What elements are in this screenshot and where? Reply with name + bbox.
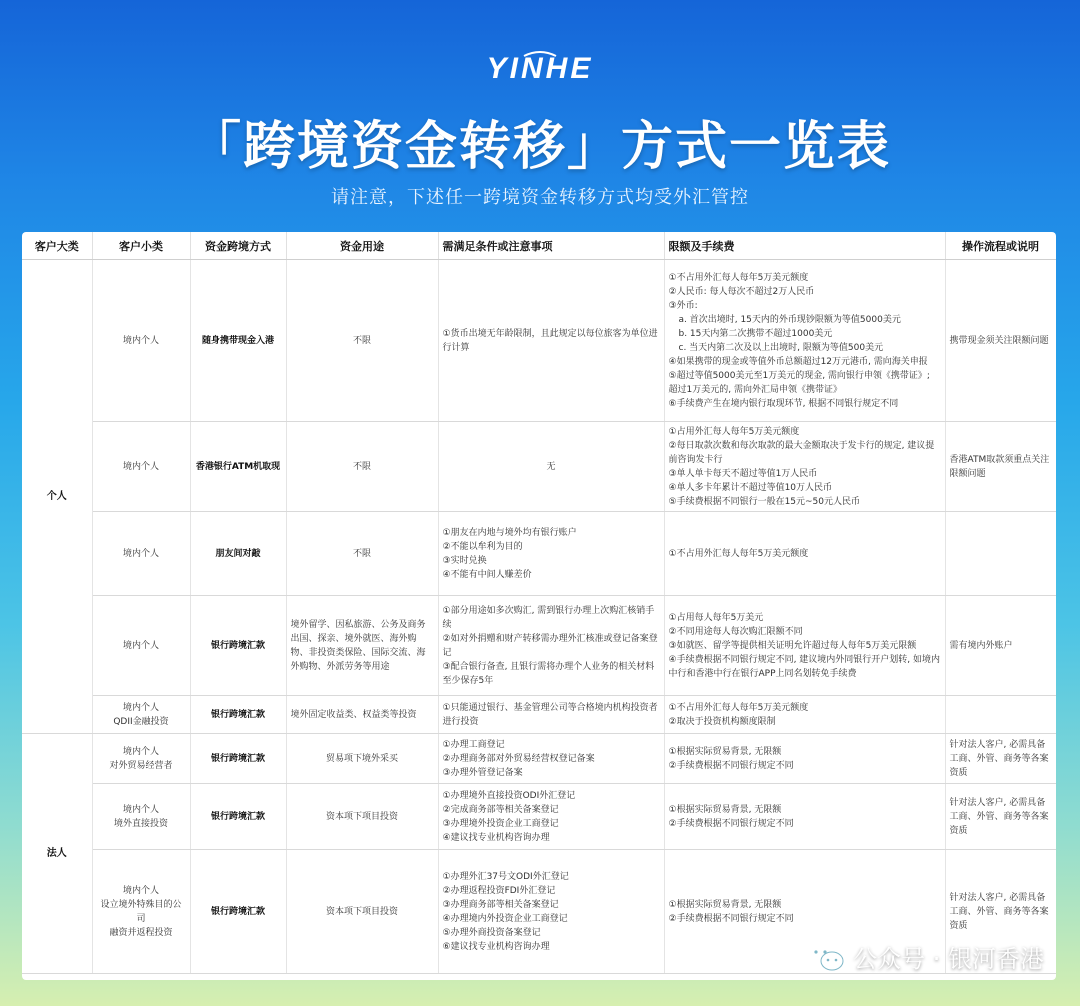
customer-subcategory-cell <box>92 784 190 850</box>
process-notes-cell <box>945 784 1056 850</box>
limits-fees-cell <box>664 260 945 422</box>
limits-fees-cell-line: ④手续费根据不同银行规定不同, 建议境内外同银行开户划转, 如境内中行和香港中行在银行APP上同名划转免手续费 <box>668 654 941 679</box>
limits-fees-cell <box>664 596 945 696</box>
customer-subcategory-cell-line: 境外直接投资 <box>113 818 168 829</box>
customer-subcategory-cell-line: 境内个人 <box>122 461 159 472</box>
conditions-cell-line: ④办理境内外投资企业工商登记 <box>442 913 568 924</box>
conditions-cell <box>438 512 664 596</box>
process-notes-cell <box>945 734 1056 784</box>
conditions-cell-line: ③办理境外投资企业工商登记 <box>442 818 559 829</box>
conditions-cell-line: ③办理商务部等相关备案登记 <box>442 899 559 910</box>
conditions-cell-line: 无 <box>546 461 556 472</box>
fund-usage-cell-line: 资本项下项目投资 <box>325 906 398 917</box>
limits-fees-cell-line: ②不同用途每人每次购汇限额不同 <box>668 626 803 637</box>
limits-fees-cell-line: ⑤手续费根据不同银行一般在15元~50元人民币 <box>668 496 861 507</box>
transfer-method-cell: 随身携带现金入港 <box>190 260 286 422</box>
table-row <box>22 596 1056 696</box>
process-notes-cell-line: 香港ATM取款须重点关注限额问题 <box>949 454 1050 479</box>
conditions-cell-line: ④不能有中间人赚差价 <box>442 569 532 580</box>
limits-fees-cell-line: b. 15天内第二次携带不超过1000美元 <box>678 328 833 339</box>
customer-subcategory-cell-line: 境内个人 <box>122 335 159 346</box>
fund-usage-cell <box>286 734 438 784</box>
limits-fees-cell-line: c. 当天内第二次及以上出境时, 限额为等值500美元 <box>678 342 884 353</box>
limits-fees-cell-line: 超过1万美元的, 需向外汇局申领《携带证》 <box>668 384 842 395</box>
fund-usage-cell-line: 不限 <box>352 461 371 472</box>
conditions-cell-line: ③实时兑换 <box>442 555 487 566</box>
conditions-cell <box>438 260 664 422</box>
customer-subcategory-cell-line: 境内个人 <box>122 548 159 559</box>
limits-fees-cell-line: ①根据实际贸易背景, 无限额 <box>668 804 782 815</box>
limits-fees-cell-line: ④单人多卡年累计不超过等值10万人民币 <box>668 482 833 493</box>
conditions-cell-line: ⑤办理外商投资备案登记 <box>442 927 541 938</box>
conditions-cell-line: ⑥建议找专业机构咨询办理 <box>442 941 550 952</box>
fund-usage-cell <box>286 850 438 974</box>
table-row <box>22 260 1056 422</box>
process-notes-cell-line: 需有境内外账户 <box>949 640 1013 651</box>
limits-fees-cell-line: ④如果携带的现金或等值外币总额超过12万元港币, 需向海关申报 <box>668 356 928 367</box>
header-limits-fees: 限额及手续费 <box>664 232 945 260</box>
conditions-cell-line: ②办理返程投资FDI外汇登记 <box>442 885 556 896</box>
customer-subcategory-cell <box>92 422 190 512</box>
yinhe-logo <box>0 50 1080 88</box>
fund-usage-cell-line: 不限 <box>352 335 371 346</box>
fund-usage-cell <box>286 260 438 422</box>
table-row <box>22 784 1056 850</box>
conditions-cell <box>438 784 664 850</box>
conditions-cell-line: ②办理商务部对外贸易经营权登记备案 <box>442 753 595 764</box>
process-notes-cell <box>945 696 1056 734</box>
conditions-cell-line: ①朋友在内地与境外均有银行账户 <box>442 527 577 538</box>
transfer-table-card <box>22 232 1056 980</box>
conditions-cell <box>438 596 664 696</box>
limits-fees-cell-line: ②手续费根据不同银行规定不同 <box>668 913 794 924</box>
limits-fees-cell-line: ①根据实际贸易背景, 无限额 <box>668 899 782 910</box>
limits-fees-cell-line: ①占用外汇每人每年5万美元额度 <box>668 426 800 437</box>
limits-fees-cell-line: ①不占用外汇每人每年5万美元额度 <box>668 272 809 283</box>
header-transfer-method: 资金跨境方式 <box>190 232 286 260</box>
conditions-cell-line: ②不能以牟利为目的 <box>442 541 523 552</box>
fund-usage-cell-line: 贸易项下境外采买 <box>325 753 398 764</box>
limits-fees-cell <box>664 784 945 850</box>
customer-subcategory-cell-line: 境内个人 <box>122 804 159 815</box>
customer-subcategory-cell <box>92 512 190 596</box>
limits-fees-cell-line: ①不占用外汇每人每年5万美元额度 <box>668 702 809 713</box>
customer-subcategory-cell-line: 境内个人 <box>122 702 159 713</box>
conditions-cell <box>438 422 664 512</box>
conditions-cell <box>438 734 664 784</box>
wechat-watermark <box>807 939 1044 974</box>
fund-usage-cell <box>286 784 438 850</box>
conditions-cell-line: ③办理外管登记备案 <box>442 767 523 778</box>
header-conditions: 需满足条件或注意事项 <box>438 232 664 260</box>
limits-fees-cell-line: ①占用每人每年5万美元 <box>668 612 764 623</box>
fund-usage-cell-line: 资本项下项目投资 <box>325 811 398 822</box>
transfer-methods-table <box>22 232 1056 974</box>
conditions-cell-line: ①办理境外直接投资ODI外汇登记 <box>442 790 576 801</box>
limits-fees-cell-line: ⑤超过等值5000美元至1万美元的现金, 需向银行申领《携带证》; <box>668 370 930 381</box>
conditions-cell-line: ④建议找专业机构咨询办理 <box>442 832 550 843</box>
conditions-cell-line: ①货币出境无年龄限制，且此规定以每位旅客为单位进行计算 <box>442 328 658 353</box>
limits-fees-cell-line: ①不占用外汇每人每年5万美元额度 <box>668 548 809 559</box>
conditions-cell-line: ①办理工商登记 <box>442 739 505 750</box>
header-customer-subcategory: 客户小类 <box>92 232 190 260</box>
process-notes-cell <box>945 596 1056 696</box>
fund-usage-cell-line: 境外留学、因私旅游、公务及商务出国、探亲、境外就医、海外购物、非投资类保险、国际交流、海外购物、外派劳务等用途 <box>290 619 426 672</box>
conditions-cell-line: ①办理外汇37号文ODI外汇登记 <box>442 871 569 882</box>
table-row <box>22 512 1056 596</box>
table-header-row <box>22 232 1056 260</box>
transfer-method-cell: 银行跨境汇款 <box>190 784 286 850</box>
header-customer-category: 客户大类 <box>22 232 92 260</box>
limits-fees-cell-line: ⑥手续费产生在境内银行取现环节, 根据不同银行规定不同 <box>668 398 899 409</box>
limits-fees-cell-line: ③单人单卡每天不超过等值1万人民币 <box>668 468 818 479</box>
process-notes-cell <box>945 512 1056 596</box>
process-notes-cell-line: 携带现金须关注限额问题 <box>949 335 1049 346</box>
limits-fees-cell-line: ③外币: <box>668 300 698 311</box>
process-notes-cell <box>945 260 1056 422</box>
process-notes-cell-line: 针对法人客户, 必需具备工商、外管、商务等各案资质 <box>949 739 1049 778</box>
limits-fees-cell-line: a. 首次出境时, 15天内的外币现钞限额为等值5000美元 <box>678 314 901 325</box>
customer-subcategory-cell <box>92 260 190 422</box>
limits-fees-cell-line: ②手续费根据不同银行规定不同 <box>668 818 794 829</box>
limits-fees-cell-line: ②每日取款次数和每次取款的最大金额取决于发卡行的规定, 建议提前咨询发卡行 <box>668 440 935 465</box>
watermark-text: 公众号 · 银河香港 <box>853 945 1044 973</box>
fund-usage-cell <box>286 596 438 696</box>
fund-usage-cell-line: 境外固定收益类、权益类等投资 <box>290 709 417 720</box>
table-row <box>22 696 1056 734</box>
customer-subcategory-cell-line: 境内个人 <box>122 746 159 757</box>
conditions-cell-line: ③配合银行备查, 且银行需将办理个人业务的相关材料至少保存5年 <box>442 661 655 686</box>
customer-subcategory-cell <box>92 734 190 784</box>
fund-usage-cell-line: 不限 <box>352 548 371 559</box>
transfer-method-cell: 银行跨境汇款 <box>190 696 286 734</box>
customer-subcategory-cell-line: 境内个人 <box>122 885 159 896</box>
limits-fees-cell <box>664 512 945 596</box>
customer-subcategory-cell <box>92 696 190 734</box>
process-notes-cell <box>945 422 1056 512</box>
header-fund-usage: 资金用途 <box>286 232 438 260</box>
conditions-cell-line: ①部分用途如多次购汇, 需到银行办理上次购汇核销手续 <box>442 605 655 630</box>
conditions-cell-line: ②完成商务部等相关备案登记 <box>442 804 559 815</box>
limits-fees-cell <box>664 734 945 784</box>
page-title: 「跨境资金转移」方式一览表 <box>188 117 891 177</box>
process-notes-cell-line: 针对法人客户, 必需具备工商、外管、商务等各案资质 <box>949 892 1049 931</box>
limits-fees-cell-line: ②人民币: 每人每次不超过2万人民币 <box>668 286 815 297</box>
limits-fees-cell <box>664 422 945 512</box>
header-process-notes: 操作流程或说明 <box>945 232 1056 260</box>
customer-subcategory-cell-line: QDII金融投资 <box>113 716 169 727</box>
table-row <box>22 422 1056 512</box>
transfer-method-cell: 银行跨境汇款 <box>190 850 286 974</box>
limits-fees-cell-line: ②手续费根据不同银行规定不同 <box>668 760 794 771</box>
customer-subcategory-cell-line: 对外贸易经营者 <box>109 760 173 771</box>
customer-subcategory-cell-line: 融资并返程投资 <box>109 927 173 938</box>
fund-usage-cell <box>286 512 438 596</box>
customer-subcategory-cell <box>92 596 190 696</box>
conditions-cell <box>438 696 664 734</box>
fund-usage-cell <box>286 696 438 734</box>
table-row <box>22 734 1056 784</box>
customer-subcategory-cell-line: 设立境外特殊目的公司 <box>100 899 182 924</box>
customer-category-cell: 法人 <box>22 734 92 974</box>
transfer-method-cell: 银行跨境汇款 <box>190 734 286 784</box>
limits-fees-cell-line: ③如就医、留学等提供相关证明允许超过每人每年5万美元限额 <box>668 640 917 651</box>
limits-fees-cell-line: ②取决于投资机构额度限制 <box>668 716 776 727</box>
transfer-method-cell: 银行跨境汇款 <box>190 596 286 696</box>
transfer-method-cell: 朋友间对敲 <box>190 512 286 596</box>
page-subtitle: 请注意，下述任一跨境资金转移方式均受外汇管控 <box>331 187 749 208</box>
transfer-method-cell: 香港银行ATM机取现 <box>190 422 286 512</box>
customer-subcategory-cell <box>92 850 190 974</box>
wechat-icon <box>807 942 845 972</box>
customer-category-cell: 个人 <box>22 260 92 734</box>
customer-subcategory-cell-line: 境内个人 <box>122 640 159 651</box>
process-notes-cell-line: 针对法人客户, 必需具备工商、外管、商务等各案资质 <box>949 797 1049 836</box>
conditions-cell-line: ②如对外捐赠和财产转移需办理外汇核准或登记备案登记 <box>442 633 658 658</box>
limits-fees-cell <box>664 696 945 734</box>
fund-usage-cell <box>286 422 438 512</box>
limits-fees-cell-line: ①根据实际贸易背景, 无限额 <box>668 746 782 757</box>
svg-text:YINHE: YINHE <box>486 52 594 84</box>
conditions-cell <box>438 850 664 974</box>
conditions-cell-line: ①只能通过银行、基金管理公司等合格境内机构投资者进行投资 <box>442 702 658 727</box>
